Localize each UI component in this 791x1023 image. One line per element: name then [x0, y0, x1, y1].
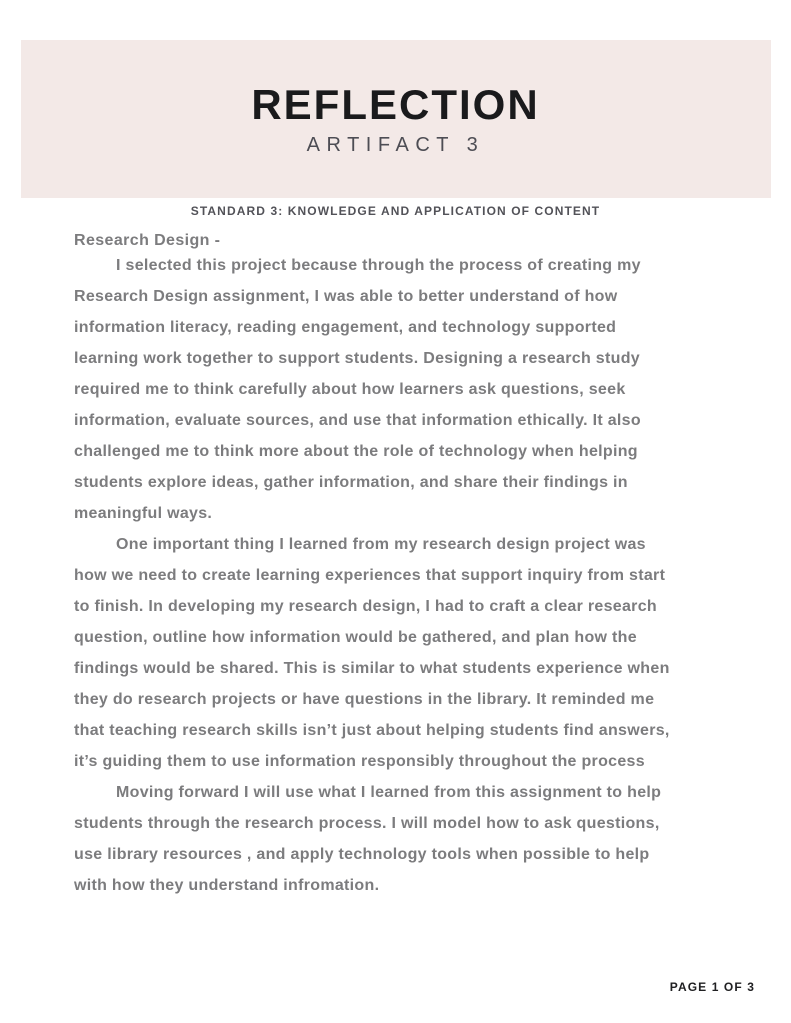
- page-number: PAGE 1 OF 3: [669, 980, 755, 994]
- text-line: findings would be shared. This is similar to what students experience when: [74, 660, 670, 677]
- text-line: I selected this project because through the process of creating my: [116, 257, 641, 274]
- text-line: challenged me to think more about the role of technology when helping: [74, 443, 638, 460]
- text-line: Moving forward I will use what I learned from this assignment to help: [116, 784, 662, 801]
- text-line: that teaching research skills isn’t just about helping students find answers,: [74, 722, 670, 739]
- paragraph-3: [74, 777, 731, 901]
- text-line: One important thing I learned from my research design project was: [116, 536, 646, 553]
- text-line: with how they understand infromation.: [74, 877, 380, 894]
- text-line: Research Design assignment, I was able to better understand of how: [74, 288, 618, 305]
- standard-heading: STANDARD 3: KNOWLEDGE AND APPLICATION OF CONTENT: [190, 204, 601, 218]
- text-line: it’s guiding them to use information responsibly throughout the process: [74, 753, 645, 770]
- text-line: to finish. In developing my research design, I had to craft a clear research: [74, 598, 657, 615]
- text-line: how we need to create learning experiences that support inquiry from start: [74, 567, 666, 584]
- document-title: REFLECTION: [251, 80, 540, 128]
- text-line: question, outline how information would be gathered, and plan how the: [74, 629, 637, 646]
- text-line: students explore ideas, gather information, and share their findings in: [74, 474, 628, 491]
- text-line: information, evaluate sources, and use that information ethically. It also: [74, 412, 641, 429]
- document-body: [74, 231, 731, 901]
- paragraph-1: [74, 250, 731, 529]
- text-line: information literacy, reading engagement, and technology supported: [74, 319, 617, 336]
- text-line: learning work together to support students. Designing a research study: [74, 350, 640, 367]
- text-line: they do research projects or have questions in the library. It reminded me: [74, 691, 655, 708]
- section-label: Research Design -: [74, 232, 221, 249]
- text-line: required me to think carefully about how learners ask questions, seek: [74, 381, 626, 398]
- text-line: use library resources , and apply technology tools when possible to help: [74, 846, 650, 863]
- text-line: students through the research process. I will model how to ask questions,: [74, 815, 660, 832]
- title-banner: [21, 40, 771, 198]
- document-subtitle: ARTIFACT 3: [306, 133, 485, 156]
- paragraph-2: [74, 529, 731, 777]
- text-line: meaningful ways.: [74, 505, 213, 522]
